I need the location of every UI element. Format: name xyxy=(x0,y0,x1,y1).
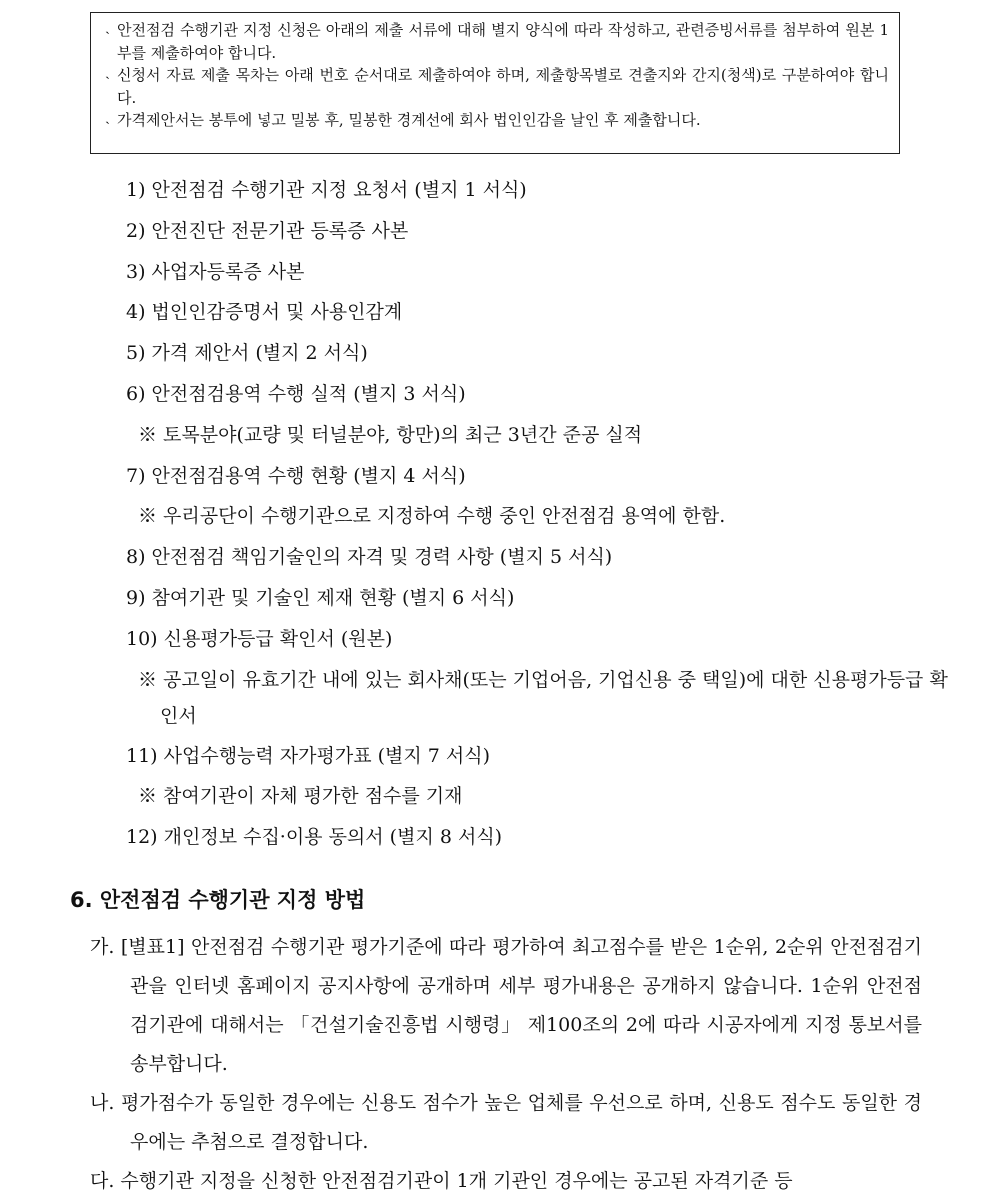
notice-bullet: ˎ xyxy=(105,107,110,125)
document-item-10: 10) 신용평가등급 확인서 (원본) xyxy=(126,627,393,650)
notice-text-3: 가격제안서는 봉투에 넣고 밀봉 후, 밀봉한 경계선에 회사 법인인감을 날인 후 제출합니다. xyxy=(117,111,701,129)
notice-bullet: ˎ xyxy=(105,62,110,80)
document-item-7: 7) 안전점검용역 수행 현황 (별지 4 서식) xyxy=(126,464,466,487)
submission-notice-box xyxy=(90,12,900,154)
document-note-6: ※ 토목분야(교량 및 터널분야, 항만)의 최근 3년간 준공 실적 xyxy=(138,423,643,446)
document-item-4: 4) 법인인감증명서 및 사용인감계 xyxy=(126,301,403,324)
notice-text-1: 안전점검 수행기관 지정 신청은 아래의 제출 서류에 대해 별지 양식에 따라 작성하고, 관련증빙서류를 첨부하여 원본 1부를 제출하여야 합니다. xyxy=(117,21,889,62)
required-documents-list xyxy=(126,172,948,860)
notice-line-3 xyxy=(105,109,889,132)
document-item-2: 2) 안전진단 전문기관 등록증 사본 xyxy=(126,219,409,242)
notice-line-1 xyxy=(105,19,889,64)
document-item-11: 11) 사업수행능력 자가평가표 (별지 7 서식) xyxy=(126,744,491,767)
document-item-1: 1) 안전점검 수행기관 지정 요청서 (별지 1 서식) xyxy=(126,179,527,201)
document-note-10: ※ 공고일이 유효기간 내에 있는 회사채(또는 기업어음, 기업신용 중 택일)에 대한 신용평가등급 확인서 xyxy=(138,668,948,727)
section-6-paragraph-ga: 가. [별표1] 안전점검 수행기관 평가기준에 따라 평가하여 최고점수를 받은 1순위, 2순위 안전점검기관을 인터넷 홈페이지 공지사항에 공개하며 세부 평가내용은 공개하지 않습니다. 1순위 안전점검기관에 대해서는 「건설기술진흥법 시행령」 제100조의 2에 따라 시공자에게 지정 통보서를 송부합니다. xyxy=(90,936,922,1075)
section-6-title: 6. 안전점검 수행기관 지정 방법 xyxy=(70,888,366,912)
document-item-3: 3) 사업자등록증 사본 xyxy=(126,260,305,283)
document-item-12: 12) 개인정보 수집·이용 동의서 (별지 8 서식) xyxy=(126,826,503,849)
document-item-6: 6) 안전점검용역 수행 실적 (별지 3 서식) xyxy=(126,382,466,405)
notice-text-2: 신청서 자료 제출 목차는 아래 번호 순서대로 제출하여야 하며, 제출항목별로 견출지와 간지(청색)로 구분하여야 합니다. xyxy=(117,66,889,107)
document-note-7: ※ 우리공단이 수행기관으로 지정하여 수행 중인 안전점검 용역에 한함. xyxy=(138,505,726,528)
notice-bullet: ˎ xyxy=(105,17,110,35)
section-6-paragraphs xyxy=(90,928,922,1201)
notice-line-2 xyxy=(105,64,889,109)
document-item-8: 8) 안전점검 책임기술인의 자격 및 경력 사항 (별지 5 서식) xyxy=(126,546,613,569)
document-item-5: 5) 가격 제안서 (별지 2 서식) xyxy=(126,342,368,365)
document-item-9: 9) 참여기관 및 기술인 제재 현황 (별지 6 서식) xyxy=(126,586,515,609)
document-note-11: ※ 참여기관이 자체 평가한 점수를 기재 xyxy=(138,785,463,808)
section-6-paragraph-da: 다. 수행기관 지정을 신청한 안전점검기관이 1개 기관인 경우에는 공고된 자격기준 등 xyxy=(90,1170,793,1192)
section-6-paragraph-na: 나. 평가점수가 동일한 경우에는 신용도 점수가 높은 업체를 우선으로 하며, 신용도 점수도 동일한 경우에는 추첨으로 결정합니다. xyxy=(90,1092,922,1153)
